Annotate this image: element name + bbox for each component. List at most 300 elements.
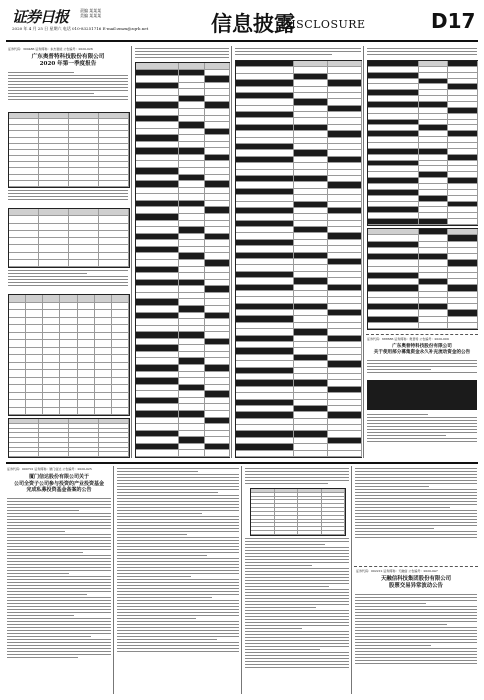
- text-line: [355, 531, 477, 532]
- table-cell: [136, 404, 179, 411]
- table-cell: [136, 280, 179, 287]
- table-cell: [9, 452, 39, 457]
- text-line: [245, 541, 349, 542]
- text-line: [7, 591, 111, 592]
- text-line: [245, 550, 349, 551]
- text-line: [117, 498, 239, 499]
- text-line: [7, 561, 111, 562]
- text-line: [355, 483, 477, 484]
- table-cell: [69, 181, 99, 187]
- table-cell: [99, 181, 129, 187]
- text-line: [355, 597, 477, 598]
- table-cell: [298, 531, 322, 535]
- text-line: [117, 579, 239, 580]
- text-line: [245, 480, 349, 481]
- table-cell: [179, 306, 204, 313]
- table-cell: [179, 378, 204, 385]
- text-line: [117, 585, 239, 586]
- table-cell: [95, 370, 112, 378]
- table-cell: [99, 253, 129, 260]
- text-line: [7, 588, 111, 589]
- text-line: [245, 577, 349, 578]
- table-cell: [78, 400, 95, 408]
- table-cell: [95, 340, 112, 348]
- text-line: [8, 87, 128, 88]
- table-cell: [205, 431, 230, 438]
- table-cell: [43, 355, 60, 363]
- table-cell: [112, 325, 129, 333]
- text-line: [117, 483, 239, 484]
- text-line: [7, 543, 111, 544]
- table-cell: [69, 238, 99, 245]
- table-cell: [328, 451, 362, 457]
- table-cell: [60, 385, 77, 393]
- table-cell: [95, 408, 112, 416]
- text-line: [367, 417, 477, 418]
- text-line: [355, 624, 447, 625]
- text-line: [245, 661, 349, 662]
- table-cell: [39, 253, 69, 260]
- table-cell: [9, 253, 39, 260]
- text-line: [245, 483, 328, 484]
- text-line: [355, 660, 477, 661]
- text-line: [355, 501, 477, 502]
- table-cell: [9, 224, 39, 231]
- table-cell: [26, 325, 43, 333]
- table-cell: [112, 370, 129, 378]
- table-cell: [179, 161, 204, 168]
- table-cell: [205, 109, 230, 116]
- text-line: [7, 540, 111, 541]
- text-line: [117, 591, 239, 592]
- text-line: [8, 199, 128, 200]
- text-line: [117, 528, 239, 529]
- table-cell: [112, 310, 129, 318]
- text-line: [7, 504, 111, 505]
- text-line: [7, 534, 111, 535]
- section-title-english: DISCLOSURE: [282, 18, 366, 31]
- text-line: [367, 423, 477, 424]
- table-cell: [205, 404, 230, 411]
- text-line: [355, 654, 477, 655]
- text-line: [7, 654, 111, 655]
- text-line: [117, 519, 239, 520]
- text-line: [235, 48, 361, 49]
- table-cell: [26, 363, 43, 371]
- text-line: [117, 540, 239, 541]
- financial-statements-column: [134, 46, 230, 458]
- table-cell: [39, 231, 69, 238]
- table-cell: [179, 431, 204, 438]
- text-line: [117, 546, 239, 547]
- table-cell: [43, 303, 60, 311]
- stock-code-line: 证券代码：002212 证券简称：天融信 公告编号：2020-047: [356, 569, 438, 573]
- table-cell: [136, 260, 179, 267]
- text-line: [367, 414, 428, 415]
- table-cell: [78, 378, 95, 386]
- text-line: [245, 583, 349, 584]
- text-line: [367, 48, 477, 49]
- text-line: [8, 72, 74, 73]
- table-cell: [60, 318, 77, 326]
- table-cell: [9, 181, 39, 187]
- table-cell: [179, 207, 204, 214]
- table-cell: [179, 280, 204, 287]
- balance-sheet-table: [135, 62, 230, 458]
- table-cell: [448, 323, 478, 329]
- table-cell: [78, 348, 95, 356]
- table-cell: [39, 452, 69, 457]
- headline-line: 完成私募投资基金备案的公告: [26, 487, 92, 493]
- article-body-text: [117, 468, 239, 654]
- table-cell: [112, 295, 129, 303]
- editor-line-1: 责编 某某某: [80, 8, 102, 13]
- table-cell: [112, 400, 129, 408]
- table-cell: [112, 340, 129, 348]
- text-line: [245, 562, 349, 563]
- text-line: [245, 580, 349, 581]
- article-body-text: [245, 468, 349, 486]
- text-line: [7, 525, 111, 526]
- text-line: [117, 618, 196, 619]
- article-panel-trading-notice: [354, 466, 478, 694]
- table-cell: [95, 310, 112, 318]
- holdings-table: [8, 294, 130, 416]
- headline-line: 2020 年第一季度报告: [39, 61, 97, 67]
- table-cell: [136, 306, 179, 313]
- article-body-text: [135, 48, 229, 60]
- text-line: [355, 489, 477, 490]
- text-line: [367, 360, 477, 361]
- table-cell: [9, 378, 26, 386]
- text-line: [245, 637, 349, 638]
- table-cell: [95, 378, 112, 386]
- text-line: [117, 525, 239, 526]
- text-line: [355, 537, 477, 538]
- table-cell: [136, 378, 179, 385]
- table-cell: [9, 303, 26, 311]
- table-cell: [39, 224, 69, 231]
- text-line: [245, 664, 349, 665]
- text-line: [7, 651, 111, 652]
- text-line: [7, 657, 78, 658]
- text-line: [245, 613, 349, 614]
- text-line: [8, 285, 128, 286]
- table-cell: [179, 260, 204, 267]
- text-line: [355, 513, 477, 514]
- column-separator: [231, 46, 232, 458]
- highlighted-table: [367, 380, 477, 410]
- text-line: [8, 75, 128, 76]
- table-cell: [9, 348, 26, 356]
- text-line: [355, 636, 477, 637]
- text-line: [245, 634, 349, 635]
- text-line: [117, 648, 239, 649]
- text-line: [8, 90, 128, 91]
- text-line: [355, 657, 477, 658]
- table-cell: [205, 450, 230, 457]
- table-cell: [9, 393, 26, 401]
- text-line: [245, 610, 349, 611]
- table-cell: [9, 370, 26, 378]
- table-cell: [78, 408, 95, 416]
- text-line: [367, 372, 477, 373]
- table-cell: [95, 400, 112, 408]
- text-line: [117, 609, 239, 610]
- table-cell: [43, 378, 60, 386]
- text-line: [7, 612, 111, 613]
- table-cell: [78, 393, 95, 401]
- text-line: [355, 525, 477, 526]
- text-line: [117, 510, 239, 511]
- table-cell: [205, 358, 230, 365]
- text-line: [367, 54, 477, 55]
- text-line: [117, 612, 239, 613]
- text-line: [8, 99, 128, 100]
- cash-flow-and-notice-column: [366, 46, 478, 458]
- text-line: [7, 546, 111, 547]
- text-line: [7, 630, 111, 631]
- table-cell: [112, 303, 129, 311]
- text-line: [7, 597, 111, 598]
- table-cell: [69, 224, 99, 231]
- text-line: [117, 531, 239, 532]
- text-line: [355, 519, 477, 520]
- article-headline: [6, 54, 130, 68]
- table-cell: [39, 245, 69, 252]
- table-cell: [26, 370, 43, 378]
- table-cell: [9, 408, 26, 416]
- article-body-text: [8, 190, 128, 202]
- article-divider: [366, 334, 478, 336]
- table-cell: [78, 303, 95, 311]
- headline-line: 广东奥普特科技股份有限公司: [31, 54, 105, 60]
- table-cell: [26, 310, 43, 318]
- text-line: [117, 471, 198, 472]
- text-line: [117, 501, 239, 502]
- table-cell: [99, 231, 129, 238]
- text-line: [7, 573, 69, 574]
- text-line: [117, 480, 239, 481]
- article-body-text: [355, 468, 477, 540]
- newspaper-logo: 证券日报: [12, 8, 69, 26]
- table-cell: [39, 181, 69, 187]
- text-line: [355, 663, 477, 664]
- table-cell: [9, 325, 26, 333]
- text-line: [8, 193, 128, 194]
- table-cell: [99, 224, 129, 231]
- text-line: [7, 531, 65, 532]
- table-cell: [136, 431, 179, 438]
- text-line: [7, 528, 111, 529]
- text-line: [135, 57, 229, 58]
- table-cell: [60, 400, 77, 408]
- text-line: [7, 624, 111, 625]
- text-line: [8, 96, 128, 97]
- text-line: [117, 597, 212, 598]
- text-line: [7, 513, 111, 514]
- article-headline: [354, 576, 478, 590]
- table-cell: [60, 303, 77, 311]
- text-line: [245, 649, 320, 650]
- text-line: [7, 501, 111, 502]
- text-line: [367, 363, 477, 364]
- table-cell: [69, 245, 99, 252]
- table-cell: [39, 260, 69, 267]
- text-line: [245, 604, 349, 605]
- text-line: [367, 369, 431, 370]
- text-line: [355, 528, 434, 529]
- text-line: [355, 474, 477, 475]
- table-cell: [9, 355, 26, 363]
- table-cell: [60, 355, 77, 363]
- cash-flow-table: [367, 228, 478, 330]
- text-line: [117, 582, 239, 583]
- text-line: [245, 556, 349, 557]
- text-line: [117, 573, 239, 574]
- text-line: [8, 282, 128, 283]
- text-line: [7, 639, 111, 640]
- text-line: [117, 522, 239, 523]
- text-line: [245, 616, 349, 617]
- table-cell: [39, 209, 69, 216]
- text-line: [7, 564, 111, 565]
- text-line: [245, 652, 349, 653]
- text-line: [367, 441, 477, 442]
- table-cell: [26, 318, 43, 326]
- text-line: [117, 537, 239, 538]
- table-cell: [60, 310, 77, 318]
- text-line: [117, 516, 239, 517]
- text-line: [117, 495, 239, 496]
- table-cell: [78, 325, 95, 333]
- article-body-text: [355, 594, 477, 666]
- text-line: [245, 568, 349, 569]
- table-cell: [95, 325, 112, 333]
- column-separator: [351, 466, 352, 694]
- table-cell: [448, 219, 478, 225]
- table-cell: [179, 404, 204, 411]
- text-line: [355, 603, 426, 604]
- table-cell: [205, 280, 230, 287]
- table-cell: [112, 348, 129, 356]
- text-line: [355, 645, 431, 646]
- text-line: [117, 594, 239, 595]
- text-line: [245, 589, 349, 590]
- text-line: [8, 84, 128, 85]
- article-body-column: [116, 466, 240, 694]
- text-line: [355, 606, 477, 607]
- editor-credits: [80, 8, 101, 18]
- text-line: [117, 468, 239, 469]
- text-line: [245, 667, 349, 668]
- text-line: [245, 544, 325, 545]
- text-line: [117, 507, 239, 508]
- text-line: [7, 621, 111, 622]
- table-cell: [78, 370, 95, 378]
- table-cell: [205, 306, 230, 313]
- items-table: [8, 418, 130, 458]
- article-body-text: [235, 48, 361, 57]
- text-line: [367, 426, 477, 427]
- text-line: [355, 534, 477, 535]
- table-cell: [179, 109, 204, 116]
- text-line: [245, 574, 349, 575]
- headline-line: 厦门信达股份有限公司关于: [28, 474, 89, 480]
- text-line: [8, 270, 128, 271]
- table-cell: [78, 363, 95, 371]
- table-cell: [69, 216, 99, 223]
- text-line: [8, 273, 87, 274]
- table-cell: [9, 231, 39, 238]
- shareholder-table: [8, 208, 130, 268]
- text-line: [7, 537, 111, 538]
- text-line: [117, 624, 239, 625]
- text-line: [355, 600, 477, 601]
- text-line: [355, 477, 477, 478]
- text-line: [355, 492, 477, 493]
- table-cell: [60, 325, 77, 333]
- text-line: [355, 516, 477, 517]
- text-line: [117, 477, 239, 478]
- dateline: 2020 年 4 月 25 日 星期六 电话 010-83251716 E-mail:zmzx@zqrb.net: [12, 26, 149, 31]
- text-line: [245, 631, 349, 632]
- text-line: [355, 507, 450, 508]
- table-cell: [99, 245, 129, 252]
- text-line: [245, 468, 349, 469]
- table-cell: [43, 310, 60, 318]
- table-cell: [179, 358, 204, 365]
- section-title: 信息披露: [211, 11, 295, 36]
- table-cell: [9, 318, 26, 326]
- column-separator: [131, 46, 132, 458]
- table-cell: [9, 295, 26, 303]
- text-line: [367, 429, 477, 430]
- table-cell: [69, 209, 99, 216]
- table-cell: [112, 385, 129, 393]
- column-separator: [363, 46, 364, 458]
- text-line: [245, 619, 349, 620]
- text-line: [355, 615, 477, 616]
- text-line: [117, 486, 239, 487]
- table-cell: [368, 219, 419, 225]
- page-number: D17: [431, 9, 476, 33]
- text-line: [245, 646, 349, 647]
- text-line: [117, 561, 239, 562]
- text-line: [355, 486, 429, 487]
- article-panel-fund-filing: [6, 466, 112, 694]
- table-cell: [236, 451, 294, 457]
- table-cell: [205, 181, 230, 188]
- masthead-rule: [6, 40, 478, 42]
- text-line: [355, 630, 477, 631]
- text-line: [245, 553, 349, 554]
- text-line: [7, 516, 111, 517]
- table-cell: [179, 135, 204, 142]
- text-line: [355, 504, 477, 505]
- text-line: [7, 615, 74, 616]
- column-separator: [241, 466, 242, 694]
- table-cell: [26, 355, 43, 363]
- text-line: [7, 600, 111, 601]
- text-line: [135, 48, 229, 49]
- text-line: [117, 534, 187, 535]
- text-line: [117, 555, 207, 556]
- text-line: [117, 600, 239, 601]
- table-cell: [60, 340, 77, 348]
- table-cell: [78, 355, 95, 363]
- table-cell: [322, 531, 346, 535]
